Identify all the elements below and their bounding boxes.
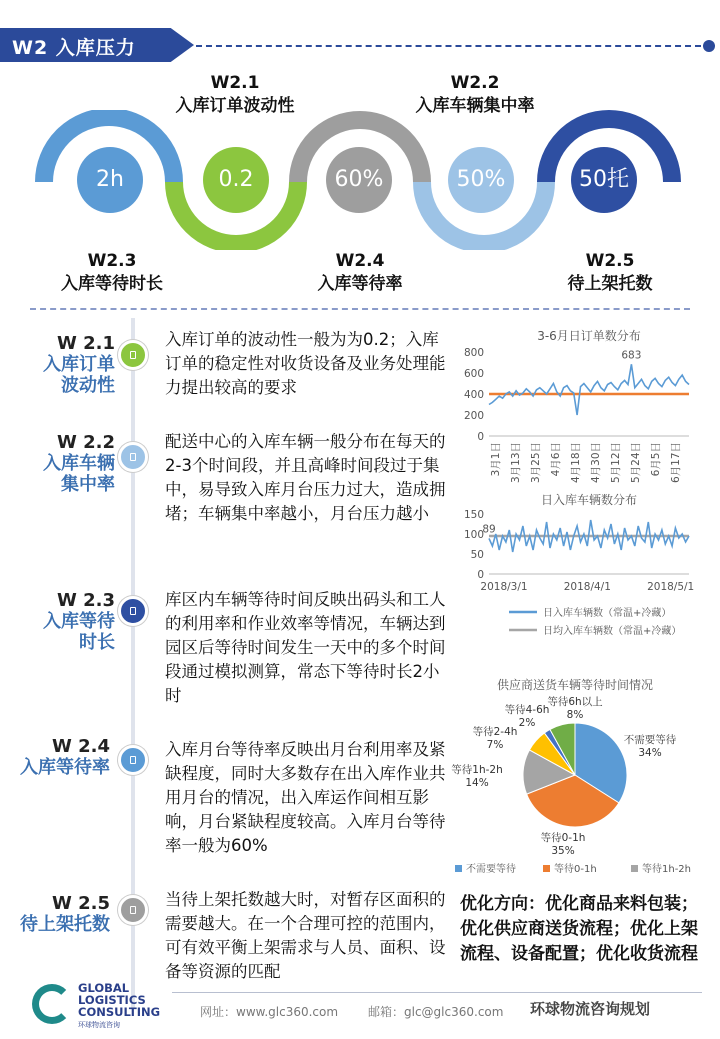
section-w24-name-1: 入库等待率 (20, 757, 110, 778)
metric-w25-name: 待上架托数 (567, 274, 653, 294)
logo-line2: LOGISTICS (78, 993, 146, 1007)
glc-logo-text (78, 982, 160, 1018)
section-w23-title (5, 590, 115, 653)
chart-title: 供应商送货车辆等待时间情况 (496, 678, 654, 692)
metric-w22-name: 入库车辆集中率 (415, 96, 535, 116)
x-tick-label: 4月6日 (550, 442, 562, 477)
logo-line1: GLOBAL (78, 981, 130, 995)
x-tick-label: 4月30日 (590, 442, 602, 484)
circle-w21-value: 0.2 (203, 147, 269, 213)
section-w25-name-1: 待上架托数 (20, 914, 110, 935)
chart-title: 3-6月日订单数分布 (537, 329, 641, 343)
section-w23-name-1: 入库等待 (43, 611, 115, 632)
section-w24-title (0, 736, 110, 778)
optimization-direction: 优化方向：优化商品来料包装；优化供应商送货流程；优化上架流程、设备配置；优化收货流程 (460, 894, 698, 964)
x-tick-label: 2018/3/1 (480, 581, 528, 593)
metric-w23-code: W2.3 (87, 251, 137, 271)
y-tick-label: 50 (470, 549, 484, 561)
metric-w21-code: W2.1 (210, 73, 260, 93)
metric-w24-name: 入库等待率 (317, 274, 403, 294)
clipboard-icon (130, 756, 136, 764)
metric-w25-label (520, 250, 700, 296)
pie-slice-label: 等待6h以上 (547, 696, 603, 708)
section-w22-name-2: 集中率 (61, 474, 115, 495)
logo-line3: CONSULTING (78, 1005, 161, 1019)
timeline-dot-w23 (118, 596, 148, 626)
metric-w21-name: 入库订单波动性 (175, 96, 295, 116)
section-w24-text: 入库月台等待率反映出月台利用率及紧缺程度，同时大多数存在出入库作业共用月台的情况，出入库运作间相互影响，月台紧缺程度较高。入库月台等待率一般为60% (165, 740, 446, 855)
clipboard-icon (130, 351, 136, 359)
chart-wait-pie (445, 675, 715, 880)
pie-slice-pct: 2% (518, 717, 536, 729)
series-main-line (489, 364, 689, 415)
logo-subtitle: 环球物流咨询 (78, 1021, 120, 1029)
clipboard-icon (130, 906, 136, 914)
timeline-dot-w22 (118, 442, 148, 472)
pie-slice-pct: 14% (465, 777, 489, 789)
y-tick-label: 200 (463, 410, 484, 422)
section-w21-name-2: 波动性 (61, 375, 115, 396)
metric-w22-code: W2.2 (450, 73, 500, 93)
circle-w25-value: 50托 (571, 147, 637, 213)
section-w21-text: 入库订单的波动性一般为为0.2；入库订单的稳定性对收货设备及业务处理能力提出较高的要求 (165, 330, 446, 397)
section-w25-title (0, 893, 110, 935)
y-tick-label: 800 (463, 347, 484, 359)
chart-daily-orders (455, 326, 715, 486)
clipboard-icon (130, 453, 136, 461)
section-w21-code: W 2.1 (56, 333, 115, 354)
legend-swatch (455, 865, 462, 872)
y-tick-label: 0 (477, 431, 484, 443)
section-w25-code: W 2.5 (51, 893, 110, 914)
legend-label: 日入库车辆数（常温+冷藏） (543, 608, 672, 619)
x-tick-label: 6月17日 (670, 442, 682, 484)
circle-w24-value: 60% (326, 147, 392, 213)
circle-w23-value: 2h (77, 147, 143, 213)
circle-w22-value: 50% (448, 147, 514, 213)
legend-label: 不需要等待 (466, 864, 516, 875)
clipboard-icon (130, 607, 136, 615)
pie-slice-label: 等待1h-2h (451, 764, 503, 776)
wechat-account: 环球物流咨询规划 (530, 1000, 651, 1018)
section-w22-text: 配送中心的入库车辆一般分布在每天的2-3个时间段，并且高峰时间段过于集中，易导致入库月台压力过大，造成拥堵；车辆集中率越小，月台压力越小 (165, 432, 446, 523)
x-tick-label: 5月24日 (630, 442, 642, 484)
legend-label: 等待0-1h (554, 864, 597, 875)
data-annotation: 89 (482, 523, 496, 536)
y-tick-label: 400 (463, 389, 484, 401)
footer-website[interactable]: 网址：www.glc360.com (200, 1005, 339, 1019)
pie-slice-label: 等待2-4h (472, 726, 518, 738)
section-w24-code: W 2.4 (51, 736, 110, 757)
legend-label: 日均入库车辆数（常温+冷藏） (543, 626, 682, 637)
timeline-dot-w21 (118, 340, 148, 370)
page-title: W2 入库压力 (12, 37, 136, 59)
pie-slice-pct: 7% (486, 739, 504, 751)
section-divider (30, 308, 690, 310)
x-tick-label: 4月18日 (570, 442, 582, 484)
metric-w25-code: W2.5 (585, 251, 635, 271)
pie-slice-pct: 34% (638, 747, 662, 759)
x-tick-label: 3月1日 (490, 442, 502, 477)
timeline-dot-w25 (118, 895, 148, 925)
metric-w24-code: W2.4 (335, 251, 385, 271)
timeline-dot-w24 (118, 745, 148, 775)
section-w22-title (5, 432, 115, 495)
section-w22-name-1: 入库车辆 (43, 453, 115, 474)
section-w23-text: 库区内车辆等待时间反映出码头和工人的利用率和作业效率等情况，车辆达到园区后等待时间发生一天中的多个时间段通过模拟测算，常态下等待时长2小时 (165, 590, 446, 705)
header-dot (703, 40, 715, 52)
metric-w23-label (22, 250, 202, 296)
legend-label: 等待1h-2h (642, 864, 692, 875)
pie-slice-pct: 35% (551, 845, 575, 857)
x-tick-label: 2018/4/1 (563, 581, 611, 593)
metric-w24-label (270, 250, 450, 296)
section-w21-name-1: 入库订单 (43, 354, 115, 375)
x-tick-label: 2018/5/1 (647, 581, 695, 593)
x-tick-label: 5月12日 (610, 442, 622, 484)
legend-swatch (543, 865, 550, 872)
pie-slice-label: 不需要等待 (623, 734, 677, 746)
x-tick-label: 3月13日 (510, 442, 522, 484)
glc-logo-icon (32, 984, 72, 1024)
y-tick-label: 0 (477, 569, 484, 581)
x-tick-label: 3月25日 (530, 442, 542, 484)
section-w23-name-2: 时长 (79, 632, 115, 653)
x-tick-label: 6月5日 (650, 442, 662, 477)
section-w25-text: 当待上架托数越大时，对暂存区面积的需要越大。在一个合理可控的范围内，可有效平衡上架需求与人员、面积、设备等资源的匹配 (165, 890, 446, 981)
data-annotation: 683 (621, 349, 642, 362)
header-divider (196, 45, 701, 47)
section-w22-code: W 2.2 (56, 432, 115, 453)
y-tick-label: 150 (463, 509, 484, 521)
legend-swatch (631, 865, 638, 872)
pie-slice-label: 等待0-1h (540, 832, 586, 844)
chart-title: 日入库车辆数分布 (540, 493, 638, 507)
pie-slice-pct: 8% (566, 709, 584, 721)
y-tick-label: 600 (463, 368, 484, 380)
pie-slice-label: 等待4-6h (504, 704, 550, 716)
footer-email[interactable]: 邮箱：glc@glc360.com (368, 1005, 504, 1019)
section-w23-code: W 2.3 (56, 590, 115, 611)
footer-divider (172, 992, 702, 993)
metric-w23-name: 入库等待时长 (61, 274, 163, 294)
y-tick-label: 100 (463, 529, 484, 541)
section-w21-title (5, 333, 115, 396)
chart-daily-vehicles (455, 490, 715, 665)
